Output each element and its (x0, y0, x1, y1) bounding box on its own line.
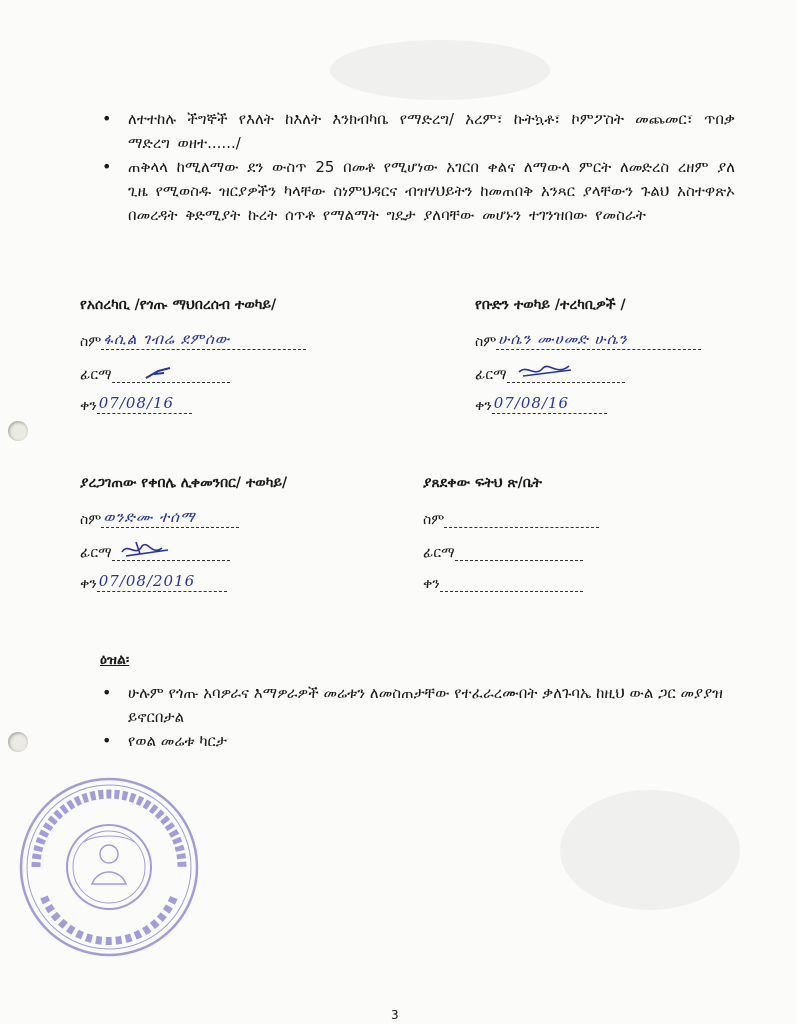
handwritten-signature (118, 364, 178, 382)
signature-line (112, 548, 230, 561)
handwritten-signature (118, 538, 178, 560)
bullet-item: • ለተተከሉ ችግኞች የእለት ከእለት እንክብካቤ የማድረግ/ አረም፣ ኩትኳቶ፣ ኮምፖስት መጨመር፣ ጥበቃ ማድረግ ወዘተ....../ (102, 109, 735, 152)
date-row (423, 576, 583, 592)
name-row (80, 330, 306, 350)
name-row (423, 512, 599, 528)
handwritten-name: ወንድሙ ተሰማ (103, 508, 196, 526)
signature-label: ፊርማ (423, 545, 455, 561)
signatory-heading: የአሰረካቢ /የጎጡ ማህበረሰብ ተወካይ/ (80, 297, 277, 313)
handwritten-name: ሁሴን ሙሀመድ ሁሴን (498, 330, 628, 348)
date-line (97, 394, 192, 414)
signatory-block-receiving-group (475, 297, 775, 427)
signatory-heading: የቡድን ተወካይ /ተረካቢዎች / (475, 297, 626, 313)
bullet-dot-icon: • (102, 109, 112, 128)
signature-row (423, 545, 583, 561)
handwritten-date: 07/08/2016 (98, 572, 196, 590)
top-bullet-list (100, 107, 735, 227)
name-label: ስም (80, 512, 102, 528)
handwritten-date: 07/08/16 (98, 394, 175, 412)
signatory-heading: ያጸደቀው ፍትህ ጽ/ቤት (423, 475, 542, 491)
handwritten-name: ፋሲል ገብሬ ደምሰው (103, 330, 231, 348)
page-number: 3 (391, 1008, 399, 1022)
signatory-block-kebele-chair (80, 475, 400, 605)
annex-bullet-list (100, 681, 740, 753)
official-seal-stamp (14, 772, 204, 962)
date-line (492, 394, 607, 414)
bullet-item: • የወል መሬቱ ካርታ (100, 729, 740, 753)
annex-heading: ዕዝል፡ (100, 652, 130, 668)
date-row (80, 394, 192, 414)
date-row (475, 394, 607, 414)
bullet-dot-icon: • (102, 157, 112, 176)
paper-smudge (560, 790, 740, 910)
name-label: ስም (423, 512, 445, 528)
signature-row (80, 367, 230, 383)
date-row (80, 572, 227, 592)
bullet-dot-icon: • (102, 731, 112, 750)
signature-row (80, 545, 230, 561)
signature-line (112, 370, 230, 383)
handwritten-date: 07/08/16 (493, 394, 570, 412)
date-label: ቀን (80, 576, 97, 592)
name-label: ስም (475, 334, 497, 350)
name-line (444, 515, 599, 528)
signature-label: ፊርማ (80, 545, 112, 561)
signature-line (455, 548, 583, 561)
signature-line (507, 370, 625, 383)
punch-hole (8, 421, 28, 441)
signature-row (475, 367, 625, 383)
paper-smudge (330, 40, 550, 100)
bullet-item: • ሁሉም የጎጡ አባዎራና እማዎራዎች መሬቱን ለመስጠታቸው የተፈራረሙበት ቃለጉባኤ ከዚህ ውል ጋር መያያዝ ይኖርበታል (102, 683, 723, 726)
handwritten-signature (513, 360, 583, 382)
bullet-item: • ጠቅላላ ከሚለማው ደን ውስጥ 25 በመቶ የሚሆነው አገርበ ቀልና ለማውላ ምርት ለመድረስ ረዘም ያለ ጊዜ የሚወስዱ ዝርያዎችን ካላቸው ስነምህዳርና ብዝሃህይትን ከመጠበቅ አንጻር ያላቸውን ጉልህ አስተዋጽኦ በመረዳት ቅድሚያት ኩረት ሰጥቶ የማልማት ግዴታ ያለባቸው መሆኑን ተገንዝበው የመስራት (102, 157, 735, 224)
name-row (475, 330, 701, 350)
name-line (101, 508, 239, 528)
bullet-dot-icon: • (102, 683, 112, 702)
date-line (440, 579, 583, 592)
date-line (97, 572, 227, 592)
signatory-heading: ያረጋገጠው የቀበሌ ሊቀመንበር/ ተወካይ/ (80, 475, 288, 491)
signatory-block-handing-over (80, 297, 400, 427)
signature-label: ፊርማ (80, 367, 112, 383)
signatory-block-justice-office (423, 475, 723, 605)
name-line (496, 330, 701, 350)
date-label: ቀን (423, 576, 440, 592)
name-row (80, 508, 239, 528)
name-line (101, 330, 306, 350)
date-label: ቀን (475, 398, 492, 414)
signature-label: ፊርማ (475, 367, 507, 383)
name-label: ስም (80, 334, 102, 350)
punch-hole (8, 732, 28, 752)
date-label: ቀን (80, 398, 97, 414)
